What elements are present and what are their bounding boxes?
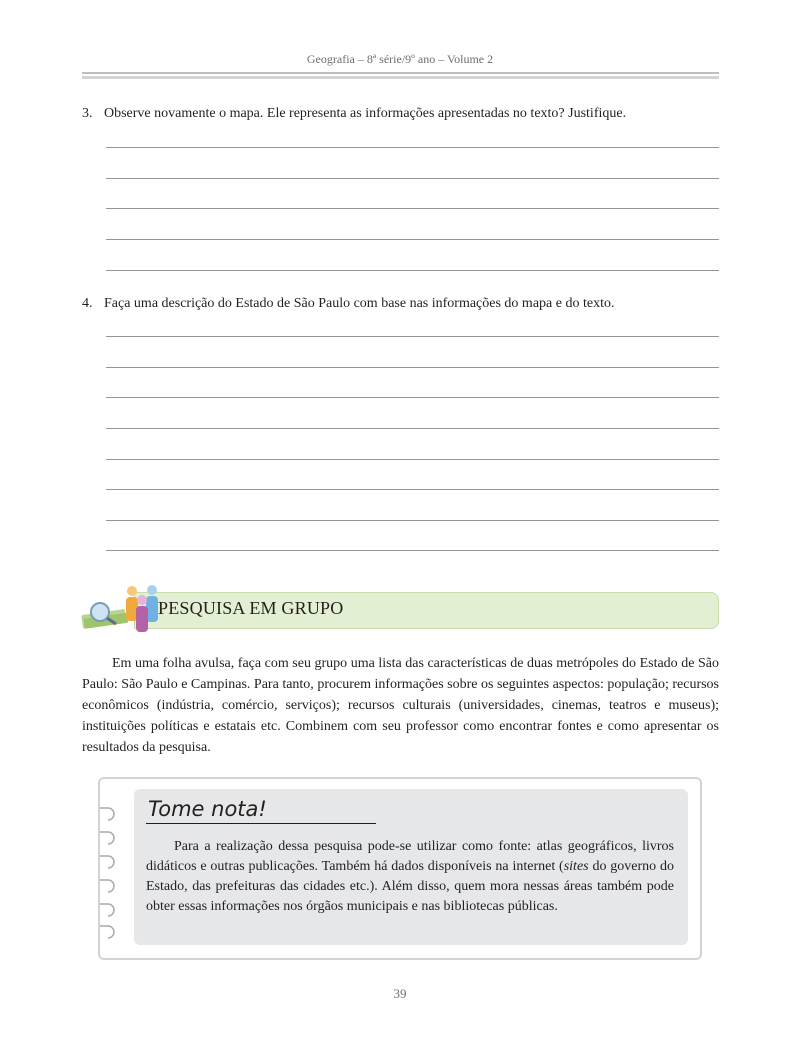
- note-text: [146, 837, 674, 917]
- answer-line[interactable]: [106, 397, 719, 398]
- header-rule-thick: [82, 76, 719, 79]
- section-title: PESQUISA EM GRUPO: [158, 598, 344, 618]
- header-rule: [82, 72, 719, 74]
- answer-line[interactable]: [106, 336, 719, 337]
- note-text-part: Para a realização dessa pesquisa pode-se utilizar como fonte: atlas geográficos, livros didáticos e outras publicações. Também há dados disponíveis na internet (: [146, 839, 674, 874]
- answer-line[interactable]: [106, 428, 719, 429]
- note-text-italic: sites: [563, 859, 589, 874]
- question-text: Faça uma descrição do Estado de São Paulo com base nas informações do mapa e do texto.: [104, 296, 615, 311]
- question-number: 4.: [82, 296, 93, 311]
- answer-line[interactable]: [106, 489, 719, 490]
- question-text: Observe novamente o mapa. Ele representa as informações apresentadas no texto? Justifique.: [104, 106, 627, 121]
- question-3: [82, 106, 626, 122]
- answer-line[interactable]: [106, 367, 719, 368]
- section-paragraph: Em uma folha avulsa, faça com seu grupo uma lista das características de duas metrópoles do Estado de São Paulo: São Paulo e Campinas. Para tanto, procurem informações sobre os seguintes aspectos: população; recursos econômicos (indústria, comércio, serviços); recursos culturais (universidades, cinemas, teatros e museus); instituições políticas e estatais etc. Combinem com seu professor como encontrar fontes e como apresentar os resultados da pesquisa.: [82, 656, 719, 755]
- binder-rings-icon: [96, 800, 122, 940]
- answer-line[interactable]: [106, 550, 719, 551]
- answer-line[interactable]: [106, 520, 719, 521]
- answer-line[interactable]: [106, 208, 719, 209]
- running-header: Geografia – 8ª série/9º ano – Volume 2: [306, 52, 494, 66]
- answer-line[interactable]: [106, 459, 719, 460]
- note-text-part: do governo do Estado, das prefeituras das cidades etc.). Além disso, quem mora nessas áreas também pode obter essas informações nos órgãos municipais e nas bibliotecas públicas.: [146, 859, 674, 914]
- note-title-underline: [146, 823, 376, 824]
- answer-line[interactable]: [106, 239, 719, 240]
- answer-line[interactable]: [106, 270, 719, 271]
- note-title: Tome nota!: [148, 797, 267, 821]
- question-number: 3.: [82, 106, 93, 121]
- answer-line[interactable]: [106, 147, 719, 148]
- answer-line[interactable]: [106, 178, 719, 179]
- question-4: [82, 296, 614, 312]
- page-number: 39: [393, 986, 407, 1001]
- group-research-icon: [80, 582, 164, 634]
